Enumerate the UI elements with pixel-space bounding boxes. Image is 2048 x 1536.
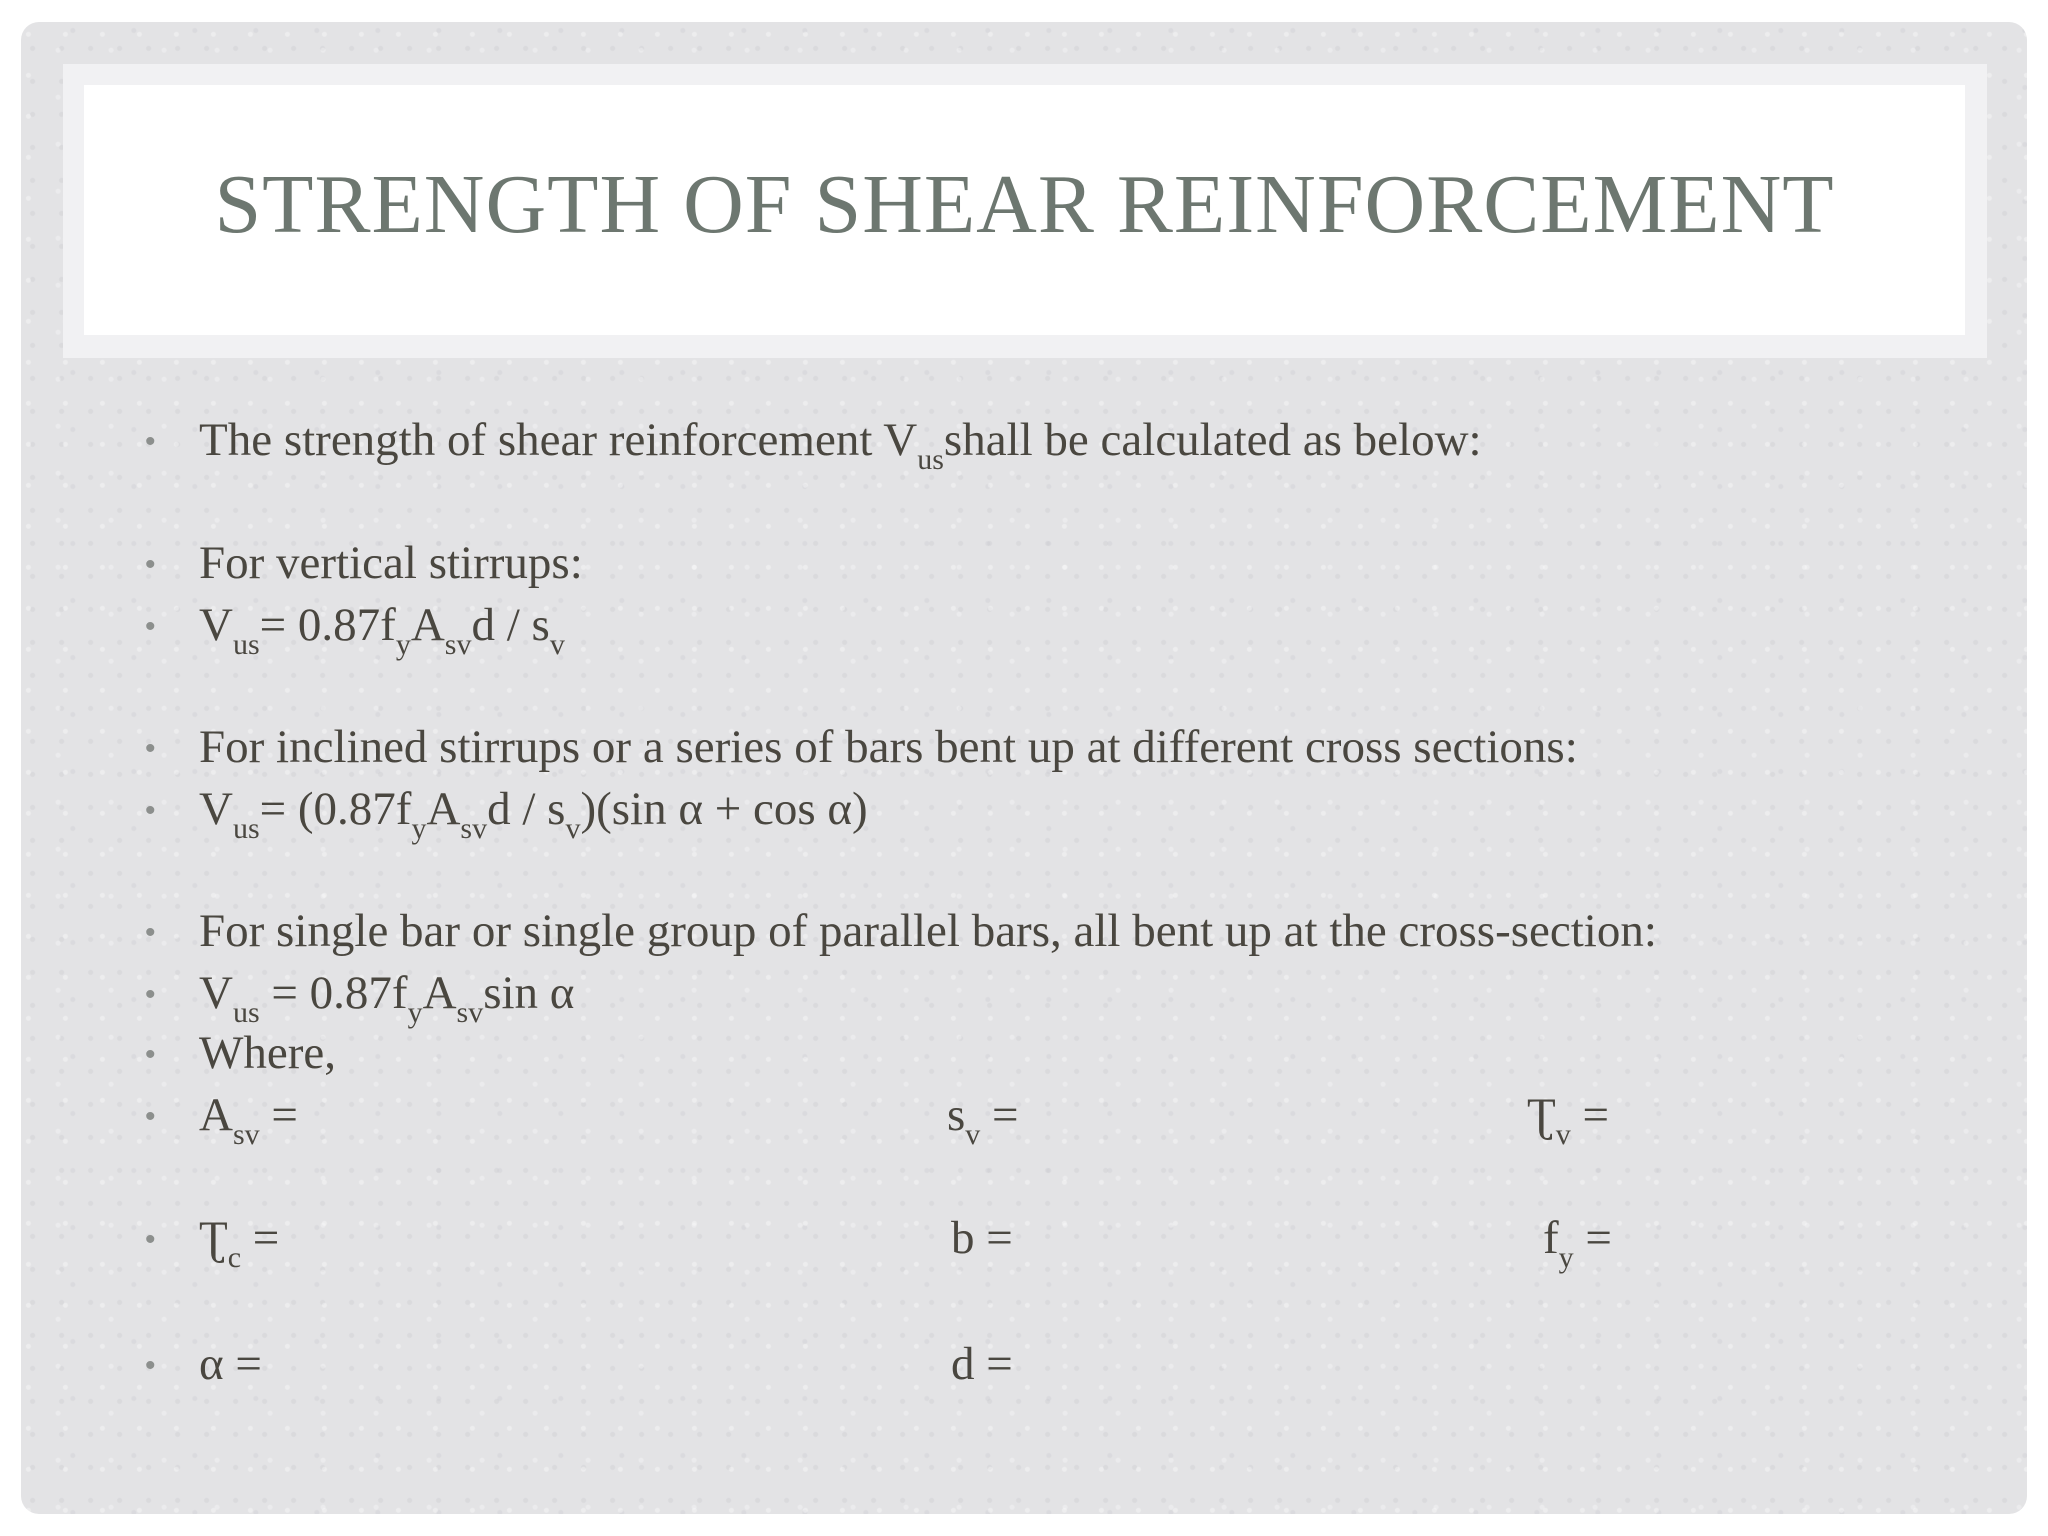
bullet-marker: • <box>145 1223 156 1256</box>
bullet-marker: • <box>145 1349 156 1382</box>
var-tau-v: $Ʈ_v$ = <box>1527 1089 1609 1151</box>
bullet-marker: • <box>145 1100 156 1133</box>
formula-vertical-stirrups: $V_{us}= 0.87f_yA_{sv}d / s_v$ <box>199 599 565 661</box>
var-d: d = <box>951 1338 1013 1390</box>
var-b: b = <box>951 1212 1013 1264</box>
var-sv: $s_v$ = <box>947 1089 1019 1151</box>
bullet-marker: • <box>145 610 156 643</box>
var-alpha: α = <box>199 1338 262 1390</box>
bullet-marker: • <box>145 794 156 827</box>
slide-content <box>21 22 2027 1514</box>
slide-title: STRENGTH OF SHEAR REINFORCEMENT <box>214 157 1835 251</box>
var-asv: $A_{sv}$ = <box>199 1089 298 1151</box>
bullet-vertical-heading: For vertical stirrups: <box>199 537 583 589</box>
var-fy: $f_y$ = <box>1543 1212 1612 1274</box>
bullet-marker: • <box>145 425 156 458</box>
bullet-marker: • <box>145 916 156 949</box>
bullet-marker: • <box>145 1038 156 1071</box>
bullet-marker: • <box>145 978 156 1011</box>
bullet-intro: The strength of shear reinforcement $V_{us}shall$ be calculated as below: <box>199 414 1482 476</box>
bullet-where: Where, <box>199 1027 336 1079</box>
bullet-single-heading: For single bar or single group of parallel bars, all bent up at the cross-section: <box>199 905 1657 957</box>
formula-inclined-stirrups: $V_{us}= (0.87f_yA_{sv}d / s_v)(\sin$ α + cos α) <box>199 783 868 845</box>
bullet-inclined-heading: For inclined stirrups or a series of bars bent up at different cross sections: <box>199 721 1578 773</box>
slide <box>21 22 2027 1514</box>
var-tau-c: $Ʈ_c$ = <box>199 1212 280 1274</box>
bullet-marker: • <box>145 732 156 765</box>
bullet-marker: • <box>145 548 156 581</box>
formula-single-bar: $V_{us} = 0.87f_yA_{sv}\sin$ α <box>199 967 575 1029</box>
